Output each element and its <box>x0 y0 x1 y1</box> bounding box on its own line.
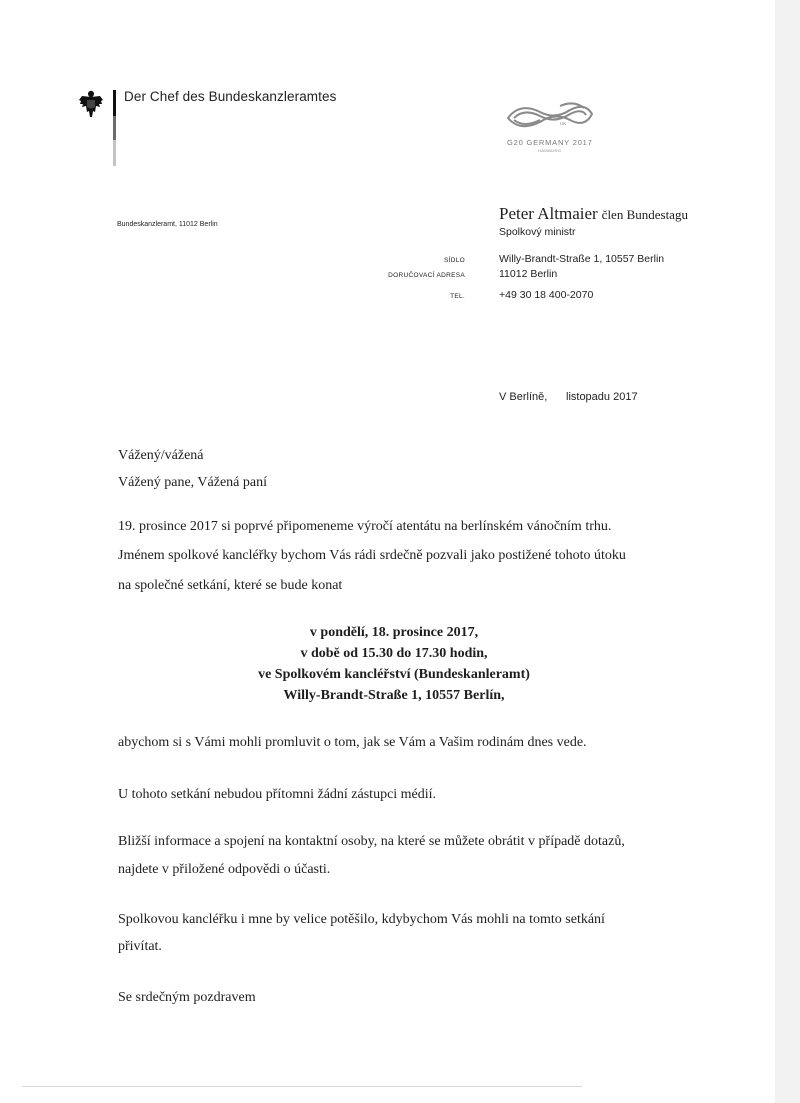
date-month-year: listopadu 2017 <box>566 391 638 403</box>
header-bar-light <box>113 140 116 166</box>
paragraph-4-line-1: Bližší informace a spojení na kontaktní osoby, na které se můžete obrátit v případě dotazů, <box>118 834 625 849</box>
paragraph-1-line-2: Jménem spolkové kancléřky bychom Vás rádi srdečně pozvali jako postižené tohoto útoku <box>118 548 626 563</box>
return-address: Bundeskanzleramt, 11012 Berlin <box>117 221 218 228</box>
paragraph-1-line-3: na společné setkání, které se bude konat <box>118 578 343 593</box>
header-title: Der Chef des Bundeskanzleramtes <box>124 89 337 104</box>
g20-logo-text: G20 GERMANY 2017 <box>507 138 593 147</box>
paragraph-5-line-1: Spolkovou kancléřku i mne by velice potěšilo, kdybychom Vás mohli na tomto setkání <box>118 912 605 927</box>
signatory-name-line <box>499 204 688 224</box>
address-label-seat: SÍDLO <box>443 257 465 264</box>
event-date: v pondělí, 18. prosince 2017, <box>309 625 479 640</box>
date-city: V Berlíně, <box>499 391 548 403</box>
closing: Se srdečným pozdravem <box>118 990 256 1005</box>
salutation-line-2: Vážený pane, Vážená paní <box>118 475 267 490</box>
footer-divider <box>22 1086 582 1087</box>
event-address: Willy-Brandt-Straße 1, 10557 Berlín, <box>283 688 505 703</box>
event-time: v době od 15.30 do 17.30 hodin, <box>300 646 488 661</box>
header-bar-dark <box>113 116 116 140</box>
signatory-role: Spolkový ministr <box>499 226 576 238</box>
federal-eagle-icon <box>78 90 104 118</box>
address-label-phone: TEL. <box>450 293 465 300</box>
g20-knot-icon <box>500 98 600 138</box>
paragraph-3: U tohoto setkání nebudou přítomni žádní zástupci médií. <box>118 787 437 802</box>
salutation-line-1: Vážený/vážená <box>118 448 204 463</box>
address-value-delivery: 11012 Berlin <box>499 268 558 280</box>
paragraph-2: abychom si s Vámi mohli promluvit o tom, jak se Vám a Vašim rodinám dnes vede. <box>118 735 587 750</box>
address-value-seat: Willy-Brandt-Straße 1, 10557 Berlin <box>499 253 665 265</box>
g20-logo-subtext: HAMBURG <box>538 148 562 153</box>
paragraph-4-line-2: najdete v přiložené odpovědi o účasti. <box>118 862 331 877</box>
event-venue: ve Spolkovém kancléřství (Bundeskanleramt) <box>258 667 530 682</box>
header-bar-black <box>113 90 116 116</box>
g20-logo <box>500 98 600 154</box>
address-label-delivery: DORUČOVACÍ ADRESA <box>388 272 465 279</box>
address-value-phone: +49 30 18 400-2070 <box>499 289 594 301</box>
signatory-name-suffix: člen Bundestagu <box>601 207 688 222</box>
paragraph-5-line-2: přivítat. <box>118 939 162 954</box>
scan-margin <box>775 0 800 1103</box>
svg-text:UK: UK <box>560 121 567 126</box>
paragraph-1-line-1: 19. prosince 2017 si poprvé připomeneme výročí atentátu na berlínském vánočním trhu. <box>118 519 612 534</box>
signatory-name: Peter Altmaier <box>499 204 598 223</box>
